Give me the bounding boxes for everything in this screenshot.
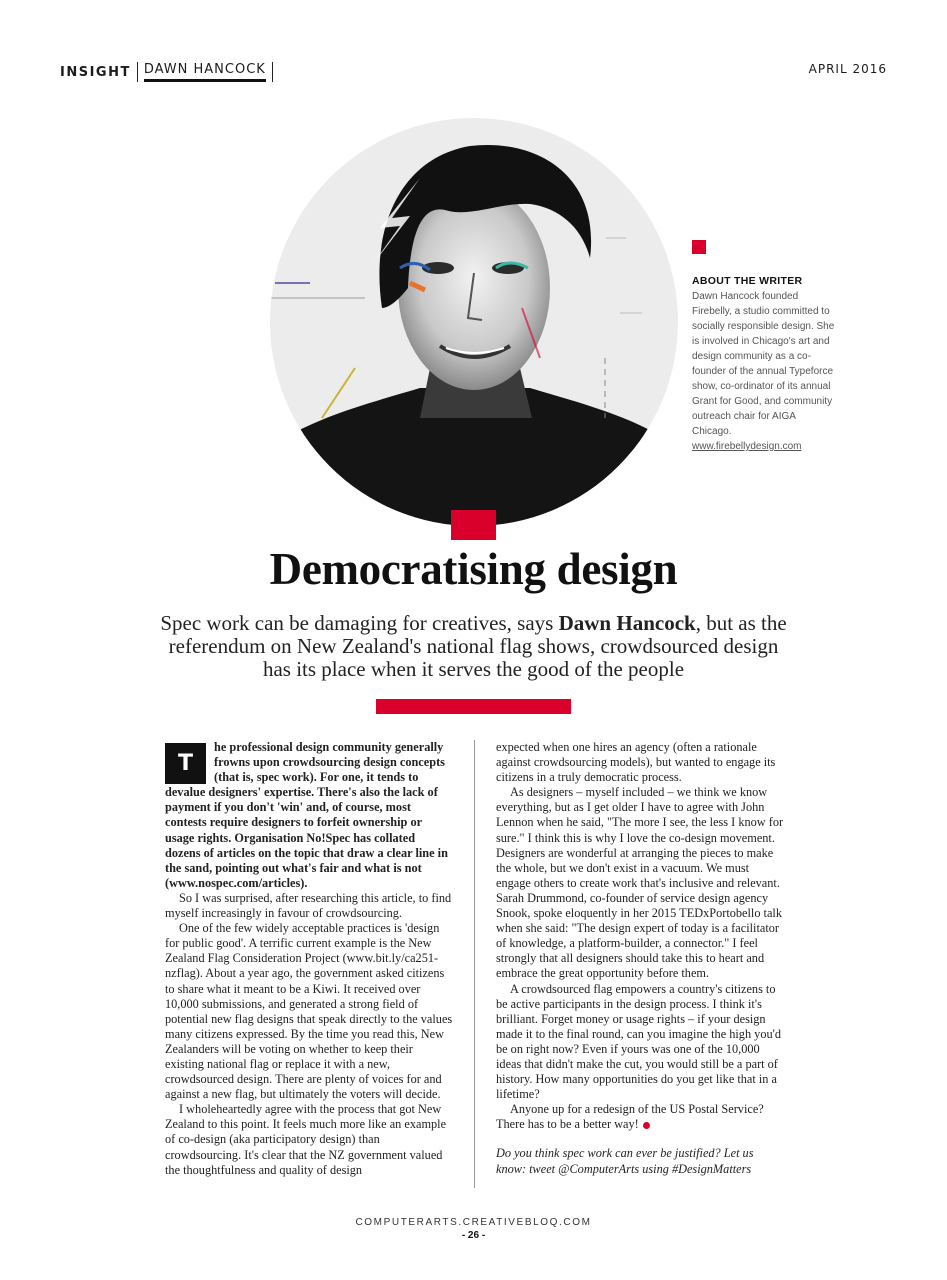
column-divider — [474, 740, 475, 1188]
about-the-writer — [692, 240, 837, 454]
body-paragraph: One of the few widely acceptable practices is 'design for public good'. A terrific current example is the New Zealand Flag Consideration Project (www.bit.ly/ca251-nzflag). About a year ago, the government asked citizens to share what it meant to be a Kiwi. It received over 10,000 submissions, and generated a strong field of potential new flag designs that speak directly to the values many citizens expressed. By the time you read this, New Zealanders will be voting on whether to keep their existing national flag or replace it with a new, crowdsourced design. There are plenty of voices for and against a new flag, but ultimately the voters will decide. — [165, 921, 453, 1102]
lede-text: he professional design community generally frowns upon crowdsourcing design concepts (that is, spec work). For one, it tends to devalue designers' expertise. There's also the lack of payment if you don't 'win' and, of course, most contests require designers to forfeit ownership or usage rights. Organisation No!Spec has collated dozens of articles on the topic that draw a clear line in the sand, pointing out what's fair and what is not (www.nospec.com/articles). — [165, 740, 448, 890]
standfirst-text-after: , but as the referendum on New Zealand's national flag shows, crowdsourced design has its place when it serves the good of the people — [168, 611, 787, 681]
drop-cap: T — [165, 743, 206, 784]
header-divider — [272, 62, 273, 82]
footer-site: COMPUTERARTS.CREATIVEBLOQ.COM — [355, 1217, 592, 1228]
body-paragraph: So I was surprised, after researching this article, to find myself increasingly in favour of crowdsourcing. — [165, 890, 452, 921]
call-to-action: Do you think spec work can ever be justified? Let us know: tweet @ComputerArts using #DesignMatters — [496, 1146, 754, 1176]
closing-text: Anyone up for a redesign of the US Postal Service? There has to be a better way! — [496, 1102, 764, 1132]
body-paragraph: I wholeheartedly agree with the process that got New Zealand to this point. It feels much more like an example of co-design (aka participatory design) than crowdsourcing. It's clear that the NZ government valued the thoughtfulness and quality of design — [165, 1102, 447, 1177]
accent-square — [692, 240, 706, 254]
about-title: ABOUT THE WRITER — [692, 275, 803, 287]
issue-date: APRIL 2016 — [808, 62, 887, 76]
body-column-right — [496, 740, 784, 1177]
closing-paragraph — [496, 1102, 784, 1132]
standfirst — [160, 612, 787, 681]
running-header — [60, 62, 279, 82]
section-label: INSIGHT — [60, 64, 131, 80]
body-paragraph: A crowdsourced flag empowers a country's citizens to be active participants in the design process. I think it's brilliant. Forget money or usage rights – if your design made it to the final round, can you imagine the high you'd be on right now? Even if yours was one of the 10,000 ideas that didn't make the cut, you would still be a part of history. How many opportunities do you get like that in a lifetime? — [496, 981, 781, 1102]
standfirst-author-name: Dawn Hancock — [558, 611, 696, 635]
page-number: - 26 - — [461, 1230, 486, 1241]
header-author: DAWN HANCOCK — [144, 62, 266, 82]
author-website-link[interactable]: www.firebellydesign.com — [692, 441, 802, 452]
article-title: Democratising design — [269, 544, 678, 594]
about-body: Dawn Hancock founded Firebelly, a studio committed to socially responsible design. She is involved in Chicago's art and design community as a co-founder of the annual Typeforce show, co-ordinator of its annual Grant for Good, and community outreach chair for AIGA Chicago. — [692, 291, 835, 437]
title-accent-block — [451, 510, 496, 540]
standfirst-text-before: Spec work can be damaging for creatives, says — [160, 611, 559, 635]
body-paragraph-continued: expected when one hires an agency (often a rationale against crowdsourcing models), but wanted to engage its citizens in a truly democratic process. — [496, 740, 776, 785]
body-paragraph: As designers – myself included – we think we know everything, but as I get older I have to agree with John Lennon when he said, "The more I see, the less I know for sure." I think this is why I love the co-design movement. Designers are wonderful at arranging the pieces to make the whole, but we don't exist in a vacuum. We must engage others to create work that's inclusive and relevant. Sarah Drummond, co-founder of service design agency Snook, spoke eloquently in her 2015 TEDxPortobello talk when she said: "The design expert of today is a facilitator of knowledge, a platform-builder, a connector." I feel strongly that all designers should take this to heart and embrace the great opportunity before them. — [496, 785, 784, 981]
lede-paragraph — [165, 740, 453, 891]
header-divider — [137, 62, 138, 82]
body-column-left — [165, 740, 453, 1178]
accent-rule-bar — [376, 699, 571, 714]
end-mark-icon — [643, 1122, 650, 1129]
author-portrait-illustration — [270, 118, 678, 526]
